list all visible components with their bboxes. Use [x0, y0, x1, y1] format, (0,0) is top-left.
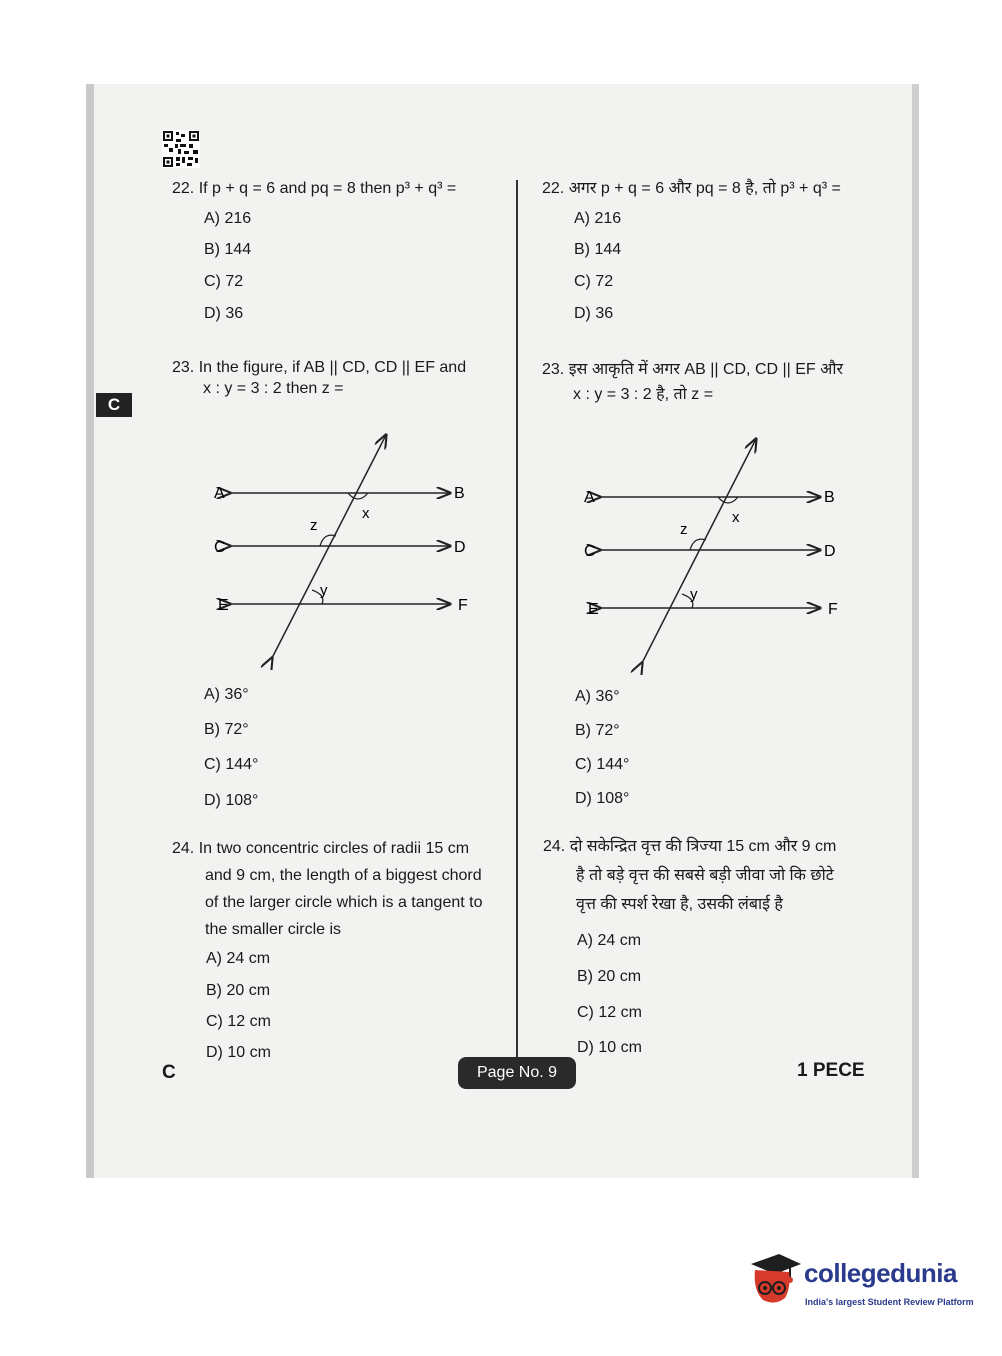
- option-a: A) 36°: [204, 686, 249, 703]
- question-text-line2: x : y = 3 : 2 then z =: [203, 380, 344, 397]
- option-b: B) 144: [204, 241, 252, 258]
- label-f: F: [828, 601, 838, 618]
- question-number: 24.: [543, 838, 566, 855]
- label-x: x: [362, 505, 370, 522]
- option-c: C) 144°: [575, 756, 630, 773]
- question-text-line2: and 9 cm, the length of a biggest chord: [205, 867, 482, 884]
- question-text: अगर p + q = 6 और pq = 8 है, तो p³ + q³ =: [568, 180, 841, 197]
- scan-edge-left: [86, 84, 94, 1178]
- question-number: 22.: [172, 180, 195, 197]
- question-text-line1: दो सकेन्द्रित वृत्त की त्रिज्या 15 cm और 9 cm: [569, 838, 837, 855]
- option-a: A) 36°: [575, 688, 620, 705]
- option-d: D) 10 cm: [577, 1039, 642, 1056]
- page-number-badge: Page No. 9: [458, 1057, 576, 1089]
- scan-edge-right: [912, 84, 919, 1178]
- label-f: F: [458, 597, 468, 614]
- label-y: y: [320, 582, 328, 599]
- qr-code-icon: [162, 130, 200, 168]
- label-a: A: [214, 485, 225, 502]
- option-a: A) 24 cm: [206, 950, 271, 967]
- question-23-hi: [542, 357, 843, 407]
- collegedunia-mascot-icon: [745, 1250, 805, 1310]
- option-d: D) 108°: [575, 790, 630, 807]
- question-text-line2: है तो बड़े वृत्त की सबसे बड़ी जीवा जो कि छोटे: [576, 867, 834, 884]
- brand-tagline: India's largest Student Review Platform: [805, 1297, 974, 1307]
- question-22-hi: [542, 178, 841, 199]
- option-b: B) 20 cm: [206, 982, 271, 999]
- question-text-line3: वृत्त की स्पर्श रेखा है, उसकी लंबाई है: [576, 896, 783, 913]
- question-23-en: [172, 357, 466, 399]
- option-c: C) 72: [574, 273, 614, 290]
- option-d: D) 108°: [204, 792, 259, 809]
- option-d: D) 36: [574, 305, 614, 322]
- option-b: B) 72°: [575, 722, 620, 739]
- column-divider: [516, 180, 518, 1060]
- question-text: If p + q = 6 and pq = 8 then p³ + q³ =: [198, 180, 457, 197]
- booklet-code-right: 1 PECE: [797, 1060, 865, 1081]
- label-c: C: [584, 543, 596, 560]
- label-e: E: [588, 601, 599, 618]
- option-a: A) 24 cm: [577, 932, 642, 949]
- label-b: B: [454, 485, 465, 502]
- option-b: B) 20 cm: [577, 968, 642, 985]
- label-c: C: [214, 539, 226, 556]
- option-c: C) 12 cm: [206, 1013, 271, 1030]
- option-b: B) 72°: [204, 721, 249, 738]
- brand-name: collegedunia: [804, 1258, 957, 1288]
- question-text-line3: of the larger circle which is a tangent to: [205, 894, 483, 911]
- question-number: 23.: [542, 361, 565, 378]
- label-d: D: [454, 539, 466, 556]
- question-24-hi: [543, 832, 836, 919]
- question-24-en: [172, 835, 482, 943]
- booklet-code-left: C: [162, 1062, 176, 1083]
- option-d: D) 10 cm: [206, 1044, 271, 1061]
- question-number: 23.: [172, 359, 195, 376]
- question-text-line1: In the figure, if AB || CD, CD || EF and: [198, 359, 467, 376]
- question-text-line4: the smaller circle is: [205, 921, 342, 938]
- label-d: D: [824, 543, 836, 560]
- option-a: A) 216: [574, 210, 622, 227]
- side-tab-c: C: [96, 393, 132, 417]
- question-text-line1: In two concentric circles of radii 15 cm: [198, 840, 470, 857]
- option-c: C) 144°: [204, 756, 259, 773]
- parallel-lines-figure-en: [200, 420, 500, 670]
- option-a: A) 216: [204, 210, 252, 227]
- question-22-en: [172, 178, 456, 199]
- label-b: B: [824, 489, 835, 506]
- parallel-lines-figure-hi: [570, 425, 870, 675]
- question-number: 24.: [172, 840, 195, 857]
- option-c: C) 72: [204, 273, 244, 290]
- label-y: y: [690, 586, 698, 603]
- option-c: C) 12 cm: [577, 1004, 642, 1021]
- option-d: D) 36: [204, 305, 244, 322]
- label-z: z: [310, 517, 318, 534]
- label-z: z: [680, 521, 688, 538]
- label-a: A: [584, 489, 595, 506]
- question-text-line2: x : y = 3 : 2 है, तो z =: [573, 386, 714, 403]
- label-x: x: [732, 509, 740, 526]
- question-number: 22.: [542, 180, 565, 197]
- option-b: B) 144: [574, 241, 622, 258]
- question-text-line1: इस आकृति में अगर AB || CD, CD || EF और: [568, 361, 844, 378]
- label-e: E: [218, 597, 229, 614]
